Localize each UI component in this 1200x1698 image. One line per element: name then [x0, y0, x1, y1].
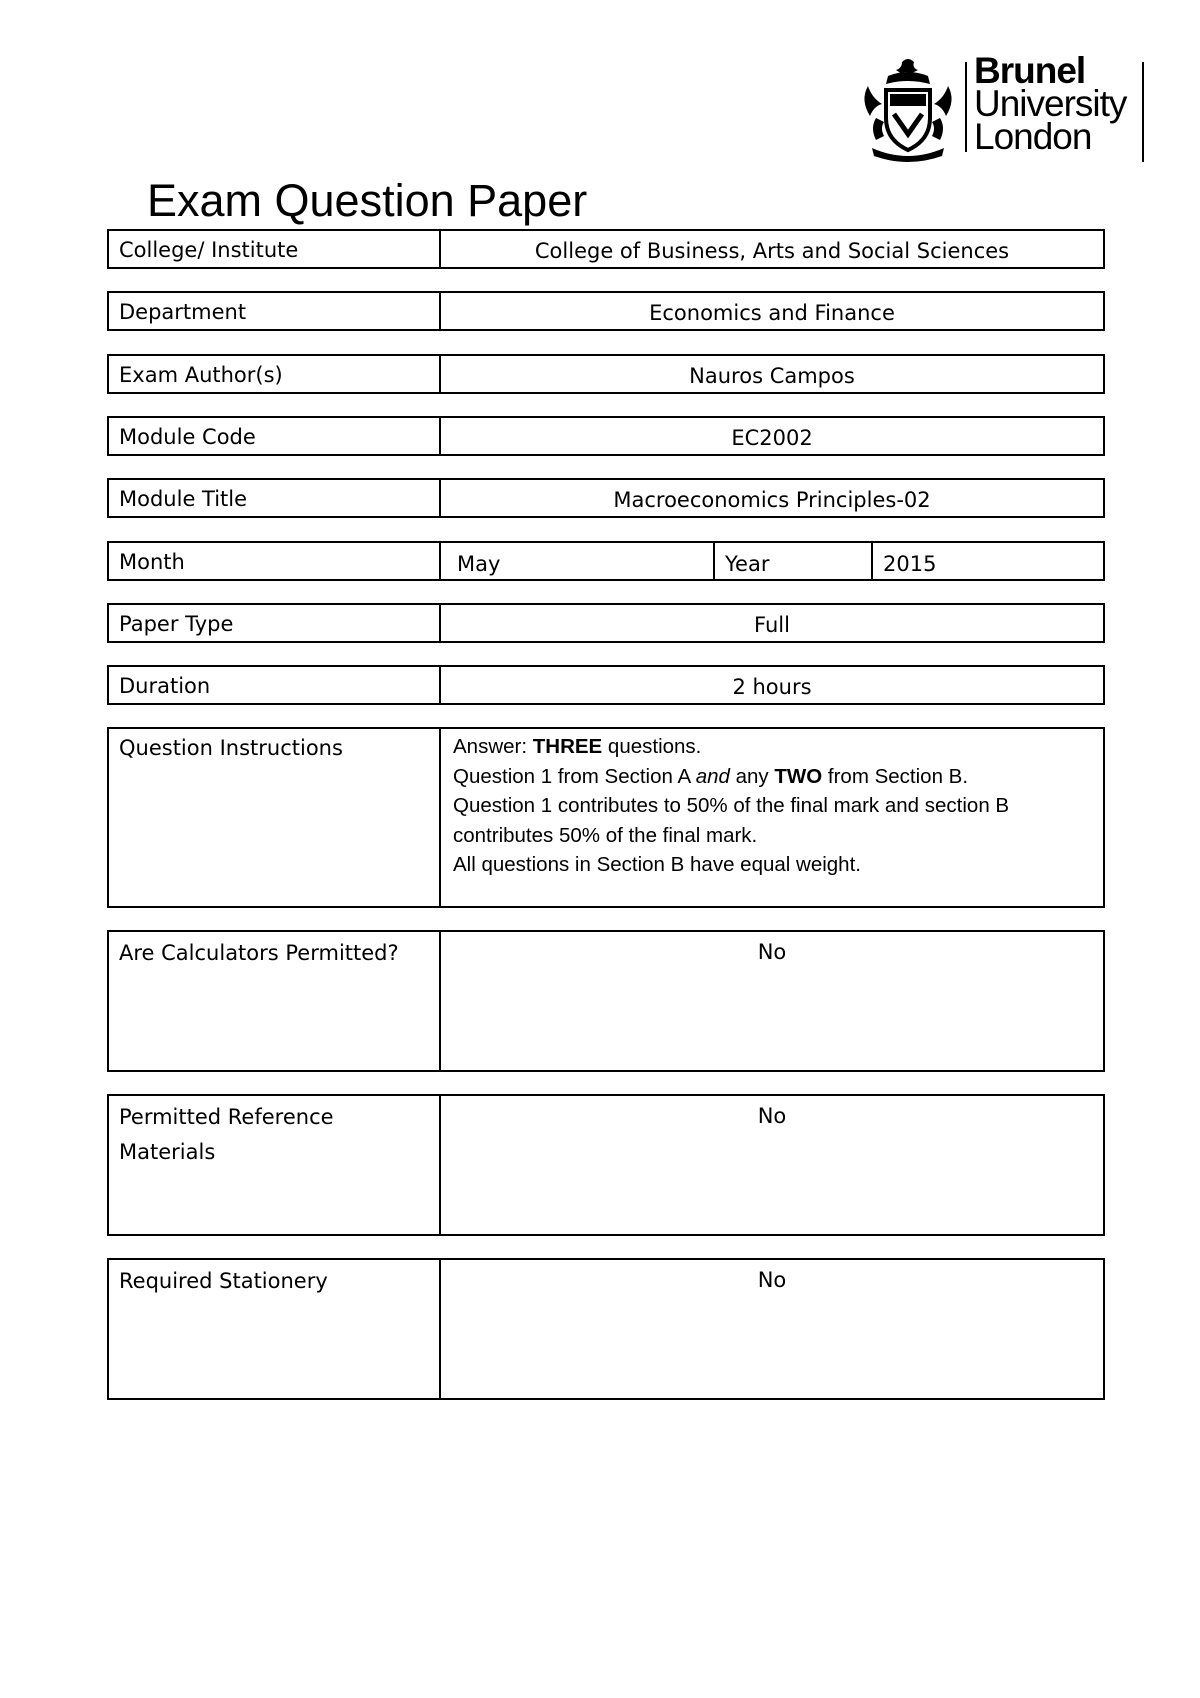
instruction-2b: and [695, 764, 730, 788]
paper-type-label: Paper Type [109, 605, 441, 641]
university-crest-icon [858, 56, 958, 164]
university-logo [858, 50, 1148, 164]
logo-line-brunel: Brunel [974, 50, 1086, 91]
department-value: Economics and Finance [649, 301, 895, 325]
instruction-1c: questions. [602, 735, 702, 758]
instructions-text [441, 729, 1103, 906]
calculators-label: Are Calculators Permitted? [109, 932, 441, 1070]
row-month-year [107, 541, 1105, 581]
logo-wordmark [974, 50, 1127, 157]
stationery-label: Required Stationery [109, 1260, 441, 1398]
row-author [107, 354, 1105, 394]
instruction-line-4: contributes 50% of the final mark. [453, 823, 758, 847]
row-instructions [107, 727, 1105, 908]
department-label: Department [109, 293, 441, 329]
row-duration [107, 665, 1105, 705]
year-label: Year [715, 543, 873, 579]
instruction-2e: from Section B. [822, 764, 969, 788]
duration-value: 2 hours [732, 675, 812, 699]
module-title-label: Module Title [109, 480, 441, 516]
row-reference [107, 1094, 1105, 1236]
stationery-value: No [757, 1268, 787, 1292]
college-value: College of Business, Arts and Social Sciences [534, 239, 1010, 263]
logo-edge-bar [1142, 62, 1144, 162]
module-code-label: Module Code [109, 418, 441, 454]
reference-label: Permitted Reference Materials [109, 1096, 441, 1234]
row-college [107, 229, 1105, 269]
instruction-1b: THREE [532, 735, 603, 758]
instructions-label: Question Instructions [109, 729, 441, 906]
row-department [107, 291, 1105, 331]
instruction-2d: TWO [774, 764, 823, 788]
row-module-title [107, 478, 1105, 518]
logo-line-university: University [974, 83, 1127, 124]
instruction-2c: any [729, 764, 775, 788]
module-code-value: EC2002 [731, 426, 813, 450]
row-module-code [107, 416, 1105, 456]
duration-label: Duration [109, 667, 441, 703]
author-label: Exam Author(s) [109, 356, 441, 392]
college-label: College/ Institute [109, 231, 441, 267]
paper-type-value: Full [754, 613, 790, 637]
instruction-line-2 [453, 762, 1091, 792]
row-paper-type [107, 603, 1105, 643]
page-title: Exam Question Paper [147, 175, 588, 226]
row-stationery [107, 1258, 1105, 1400]
instruction-1a: Answer: [453, 735, 533, 758]
instruction-line-5: All questions in Section B have equal weight. [453, 853, 861, 876]
author-value: Nauros Campos [689, 364, 855, 388]
instruction-line-1 [453, 732, 1091, 762]
year-value: 2015 [883, 552, 937, 576]
calculators-value: No [757, 940, 787, 964]
logo-line-london: London [974, 116, 1092, 157]
month-value: May [441, 543, 715, 579]
module-title-value: Macroeconomics Principles-02 [613, 488, 931, 512]
row-calculators [107, 930, 1105, 1072]
instruction-2a: Question 1 from Section A [453, 764, 696, 788]
month-year-cells [441, 543, 1103, 579]
reference-value: No [757, 1104, 787, 1128]
month-label: Month [109, 543, 441, 579]
instruction-line-3: Question 1 contributes to 50% of the final mark and section B [453, 794, 1010, 817]
logo-divider [965, 62, 967, 152]
